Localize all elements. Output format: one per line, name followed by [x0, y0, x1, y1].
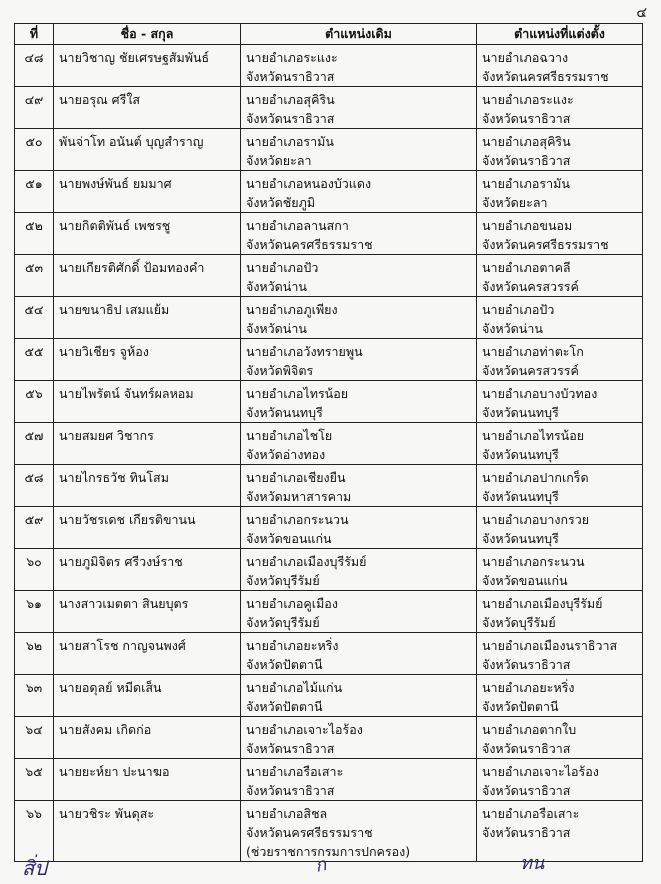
table-row	[15, 675, 643, 717]
new-position-cell-line: จังหวัดนครสวรรค์	[482, 363, 579, 378]
name-cell-line: นายไพรัตน์ จันทร์ผลหอม	[59, 386, 194, 401]
new-position-cell-line: นายอำเภอบางกรวย	[482, 512, 590, 527]
row-number-cell	[15, 549, 54, 591]
new-position-cell-line: จังหวัดขอนแก่น	[482, 573, 568, 588]
old-position-cell	[241, 759, 477, 801]
row-number-cell	[15, 297, 54, 339]
old-position-cell-line: นายอำเภอยะหริ่ง	[246, 638, 339, 653]
row-number-cell-line: ๕๘	[24, 470, 44, 485]
old-position-cell-line: จังหวัดมหาสารคาม	[246, 489, 352, 504]
row-number-cell	[15, 465, 54, 507]
name-cell-line: นายอรุณ ศรีใส	[59, 92, 141, 107]
old-position-cell	[241, 171, 477, 213]
old-position-cell-line: จังหวัดน่าน	[246, 279, 307, 294]
name-cell	[54, 633, 241, 675]
old-position-cell-line: นายอำเภอไทรน้อย	[246, 386, 349, 401]
name-cell-line: นายภูมิจิตร ศรีวงษ์ราช	[59, 554, 183, 569]
row-number-cell-line: ๔๘	[24, 50, 44, 65]
row-number-cell	[15, 423, 54, 465]
new-position-cell-line: นายอำเภอบางบัวทอง	[482, 386, 598, 401]
name-cell	[54, 171, 241, 213]
name-cell	[54, 675, 241, 717]
new-position-cell	[477, 423, 643, 465]
name-cell-line: นายยะห์ยา ปะนาฆอ	[59, 764, 170, 779]
name-cell	[54, 759, 241, 801]
name-cell	[54, 717, 241, 759]
name-cell-line: นายสังคม เกิดก่อ	[59, 722, 152, 737]
name-cell-line: นายวิชาญ ชัยเศรษฐสัมพันธ์	[59, 50, 210, 65]
row-number-cell-line: ๕๖	[25, 386, 43, 401]
old-position-cell	[241, 675, 477, 717]
appointment-table	[14, 23, 643, 862]
name-cell	[54, 381, 241, 423]
old-position-cell	[241, 507, 477, 549]
old-position-cell-line: นายอำเภอลานสกา	[246, 218, 349, 233]
old-position-cell-line: จังหวัดนราธิวาส	[246, 111, 335, 126]
table-row	[15, 255, 643, 297]
table-row	[15, 423, 643, 465]
old-position-cell	[241, 423, 477, 465]
new-position-cell-line: นายอำเภอไทรน้อย	[482, 428, 585, 443]
new-position-cell-line: นายอำเภอเมืองบุรีรัมย์	[482, 596, 603, 611]
new-position-cell-line: จังหวัดนราธิวาส	[482, 783, 571, 798]
row-number-cell-line: ๖๐	[26, 554, 42, 569]
row-number-cell-line: ๕๓	[24, 260, 43, 275]
row-number-cell-line: ๖๕	[25, 764, 43, 779]
new-position-cell-line: นายอำเภอสุคิริน	[482, 134, 571, 149]
row-number-cell	[15, 381, 54, 423]
new-position-cell-line: จังหวัดนนทบุรี	[482, 405, 559, 420]
table-row	[15, 801, 643, 862]
old-position-cell-line: จังหวัดปัตตานี	[246, 657, 323, 672]
row-number-cell	[15, 507, 54, 549]
old-position-cell-line: จังหวัดบุรีรัมย์	[246, 573, 320, 588]
old-position-cell-line: นายอำเภอหนองบัวแดง	[246, 176, 372, 191]
row-number-cell	[15, 87, 54, 129]
new-position-cell-line: นายอำเภอตากใบ	[482, 722, 577, 737]
new-position-cell	[477, 297, 643, 339]
table-row	[15, 717, 643, 759]
new-position-cell-line: จังหวัดนนทบุรี	[482, 447, 559, 462]
new-position-cell-line: จังหวัดนราธิวาส	[482, 153, 571, 168]
table-row	[15, 591, 643, 633]
new-position-cell	[477, 759, 643, 801]
old-position-cell-line: นายอำเภอรามัน	[246, 134, 334, 149]
row-number-cell-line: ๕๑	[25, 176, 43, 191]
row-number-cell-line: ๕๕	[24, 344, 44, 359]
name-cell-line: นายพงษ์พันธ์ ยมมาศ	[59, 176, 172, 191]
new-position-cell-line: จังหวัดนครศรีธรรมราช	[482, 69, 609, 84]
name-cell-line: นายสมยศ วิชากร	[59, 428, 154, 443]
name-cell	[54, 87, 241, 129]
signature-left: สิ่ป	[22, 856, 47, 880]
new-position-cell-line: จังหวัดบุรีรัมย์	[482, 615, 556, 630]
signature-right: ทน	[520, 853, 545, 874]
old-position-cell-line: จังหวัดนครศรีธรรมราช	[246, 825, 373, 840]
row-number-cell-line: ๖๖	[26, 806, 42, 821]
old-position-cell-line: จังหวัดน่าน	[246, 321, 307, 336]
old-position-cell	[241, 45, 477, 87]
new-position-cell	[477, 633, 643, 675]
header-old-position: ตำแหน่งเดิม	[241, 24, 477, 45]
row-number-cell-line: ๖๓	[25, 680, 43, 695]
table-body	[15, 45, 643, 862]
name-cell	[54, 591, 241, 633]
name-cell-line: นายขนาธิป เสมแย้ม	[59, 302, 170, 317]
new-position-cell-line: จังหวัดนราธิวาส	[482, 111, 571, 126]
row-number-cell	[15, 171, 54, 213]
name-cell-line: นายกิตติพันธ์ เพชรชู	[59, 218, 171, 233]
name-cell-line: นายวิเชียร จูห้อง	[59, 344, 149, 359]
row-number-cell	[15, 255, 54, 297]
old-position-cell-line: จังหวัดพิจิตร	[246, 363, 314, 378]
new-position-cell	[477, 549, 643, 591]
table-row	[15, 171, 643, 213]
old-position-cell-line: จังหวัดอ่างทอง	[246, 447, 326, 462]
new-position-cell-line: จังหวัดนนทบุรี	[482, 489, 559, 504]
new-position-cell-line: นายอำเภอยะหริ่ง	[482, 680, 575, 695]
name-cell	[54, 549, 241, 591]
name-cell	[54, 801, 241, 862]
new-position-cell-line: จังหวัดนนทบุรี	[482, 531, 559, 546]
new-position-cell	[477, 381, 643, 423]
new-position-cell	[477, 801, 643, 862]
row-number-cell	[15, 759, 54, 801]
old-position-cell	[241, 339, 477, 381]
old-position-cell-line: นายอำเภอสิชล	[246, 806, 328, 821]
old-position-cell	[241, 633, 477, 675]
old-position-cell-line: นายอำเภอไม้แก่น	[246, 680, 343, 695]
old-position-cell-line: นายอำเภอกระนวน	[246, 512, 349, 527]
name-cell	[54, 465, 241, 507]
name-cell	[54, 45, 241, 87]
table-row	[15, 213, 643, 255]
row-number-cell	[15, 675, 54, 717]
table-row	[15, 87, 643, 129]
old-position-cell	[241, 87, 477, 129]
row-number-cell	[15, 45, 54, 87]
row-number-cell-line: ๖๔	[25, 722, 43, 737]
new-position-cell	[477, 717, 643, 759]
row-number-cell	[15, 129, 54, 171]
signature-middle: ก	[313, 854, 329, 877]
header-no: ที่	[15, 24, 54, 45]
row-number-cell	[15, 717, 54, 759]
name-cell-line: นายวชิระ พันดุสะ	[59, 806, 155, 821]
name-cell-line: พันจ่าโท อนันต์ บุญสำราญ	[59, 134, 204, 149]
old-position-cell-line: จังหวัดชัยภูมิ	[246, 195, 316, 210]
old-position-cell-line: จังหวัดนนทบุรี	[246, 405, 323, 420]
new-position-cell-line: นายอำเภอเมืองนราธิวาส	[482, 638, 618, 653]
header-name: ชื่อ - สกุล	[54, 24, 241, 45]
old-position-cell	[241, 129, 477, 171]
new-position-cell-line: จังหวัดนราธิวาส	[482, 825, 571, 840]
new-position-cell	[477, 213, 643, 255]
row-number-cell-line: ๕๙	[24, 512, 44, 527]
old-position-cell-line: นายอำเภอเชียงยืน	[246, 470, 346, 485]
name-cell	[54, 339, 241, 381]
name-cell-line: นายเกียรติศักดิ์ ป้อมทองคำ	[59, 260, 205, 275]
new-position-cell	[477, 339, 643, 381]
new-position-cell	[477, 45, 643, 87]
row-number-cell-line: ๔๙	[24, 92, 44, 107]
old-position-cell	[241, 465, 477, 507]
old-position-cell-line: (ช่วยราชการกรมการปกครอง)	[246, 844, 411, 859]
old-position-cell-line: จังหวัดยะลา	[246, 153, 312, 168]
name-cell	[54, 213, 241, 255]
old-position-cell-line: จังหวัดบุรีรัมย์	[246, 615, 320, 630]
old-position-cell	[241, 591, 477, 633]
name-cell-line: นายไกรธวัช ทินโสม	[59, 470, 169, 485]
new-position-cell-line: นายอำเภอขนอม	[482, 218, 573, 233]
table-row	[15, 297, 643, 339]
name-cell	[54, 423, 241, 465]
name-cell	[54, 255, 241, 297]
old-position-cell-line: จังหวัดนราธิวาส	[246, 741, 335, 756]
new-position-cell-line: จังหวัดนครศรีธรรมราช	[482, 237, 609, 252]
name-cell	[54, 129, 241, 171]
name-cell	[54, 297, 241, 339]
table-header-row	[15, 24, 643, 45]
table-row	[15, 633, 643, 675]
new-position-cell-line: จังหวัดยะลา	[482, 195, 548, 210]
old-position-cell-line: นายอำเภอปัว	[246, 260, 319, 275]
new-position-cell	[477, 87, 643, 129]
table-row	[15, 129, 643, 171]
new-position-cell-line: นายอำเภอปากเกร็ด	[482, 470, 589, 485]
new-position-cell	[477, 171, 643, 213]
header-new-position: ตำแหน่งที่แต่งตั้ง	[477, 24, 643, 45]
old-position-cell	[241, 255, 477, 297]
new-position-cell-line: นายอำเภอท่าตะโก	[482, 344, 584, 359]
row-number-cell	[15, 213, 54, 255]
table-row	[15, 381, 643, 423]
new-position-cell-line: นายอำเภอกระนวน	[482, 554, 585, 569]
row-number-cell	[15, 339, 54, 381]
old-position-cell	[241, 297, 477, 339]
old-position-cell-line: นายอำเภอไชโย	[246, 428, 333, 443]
table-row	[15, 507, 643, 549]
name-cell	[54, 507, 241, 549]
old-position-cell-line: นายอำเภอสุคิริน	[246, 92, 335, 107]
row-number-cell-line: ๖๑	[26, 596, 42, 611]
old-position-cell-line: นายอำเภอรือเสาะ	[246, 764, 344, 779]
new-position-cell-line: จังหวัดปัตตานี	[482, 699, 559, 714]
new-position-cell	[477, 129, 643, 171]
old-position-cell	[241, 717, 477, 759]
new-position-cell	[477, 465, 643, 507]
old-position-cell	[241, 549, 477, 591]
row-number-cell-line: ๕๔	[24, 302, 44, 317]
new-position-cell-line: นายอำเภอปัว	[482, 302, 555, 317]
row-number-cell-line: ๕๐	[25, 134, 43, 149]
old-position-cell	[241, 801, 477, 862]
old-position-cell-line: นายอำเภอเมืองบุรีรัมย์	[246, 554, 367, 569]
table-row	[15, 45, 643, 87]
page-number: ๔	[636, 5, 647, 21]
old-position-cell-line: นายอำเภอคูเมือง	[246, 596, 338, 611]
new-position-cell-line: นายอำเภอฉวาง	[482, 50, 569, 65]
new-position-cell-line: จังหวัดนราธิวาส	[482, 657, 571, 672]
old-position-cell	[241, 381, 477, 423]
new-position-cell-line: นายอำเภอรามัน	[482, 176, 570, 191]
table-row	[15, 549, 643, 591]
row-number-cell-line: ๕๒	[25, 218, 43, 233]
row-number-cell-line: ๖๒	[25, 638, 43, 653]
new-position-cell	[477, 675, 643, 717]
old-position-cell-line: นายอำเภอระแงะ	[246, 50, 338, 65]
table-row	[15, 759, 643, 801]
old-position-cell	[241, 213, 477, 255]
table-row	[15, 339, 643, 381]
new-position-cell-line: นายอำเภอตาคลี	[482, 260, 571, 275]
new-position-cell-line: นายอำเภอเจาะไอร้อง	[482, 764, 599, 779]
old-position-cell-line: จังหวัดปัตตานี	[246, 699, 323, 714]
new-position-cell	[477, 591, 643, 633]
new-position-cell	[477, 507, 643, 549]
old-position-cell-line: นายอำเภอภูเพียง	[246, 302, 338, 317]
name-cell-line: นายสาโรช กาญจนพงศ์	[59, 638, 186, 653]
old-position-cell-line: นายอำเภอวังทรายพูน	[246, 344, 363, 359]
row-number-cell	[15, 591, 54, 633]
name-cell-line: นายวัชรเดช เกียรติขานน	[59, 512, 196, 527]
old-position-cell-line: จังหวัดนครศรีธรรมราช	[246, 237, 373, 252]
name-cell-line: นางสาวเมตตา สินยบุตร	[59, 596, 189, 611]
name-cell-line: นายอดุลย์ หมีดเส็น	[59, 680, 162, 695]
new-position-cell-line: นายอำเภอรือเสาะ	[482, 806, 580, 821]
new-position-cell-line: นายอำเภอระแงะ	[482, 92, 574, 107]
table-row	[15, 465, 643, 507]
new-position-cell-line: จังหวัดนครสวรรค์	[482, 279, 579, 294]
new-position-cell-line: จังหวัดน่าน	[482, 321, 543, 336]
new-position-cell-line: จังหวัดนราธิวาส	[482, 741, 571, 756]
old-position-cell-line: จังหวัดนราธิวาส	[246, 69, 335, 84]
old-position-cell-line: นายอำเภอเจาะไอร้อง	[246, 722, 363, 737]
row-number-cell-line: ๕๗	[24, 428, 44, 443]
old-position-cell-line: จังหวัดนราธิวาส	[246, 783, 335, 798]
row-number-cell	[15, 633, 54, 675]
old-position-cell-line: จังหวัดขอนแก่น	[246, 531, 332, 546]
new-position-cell	[477, 255, 643, 297]
